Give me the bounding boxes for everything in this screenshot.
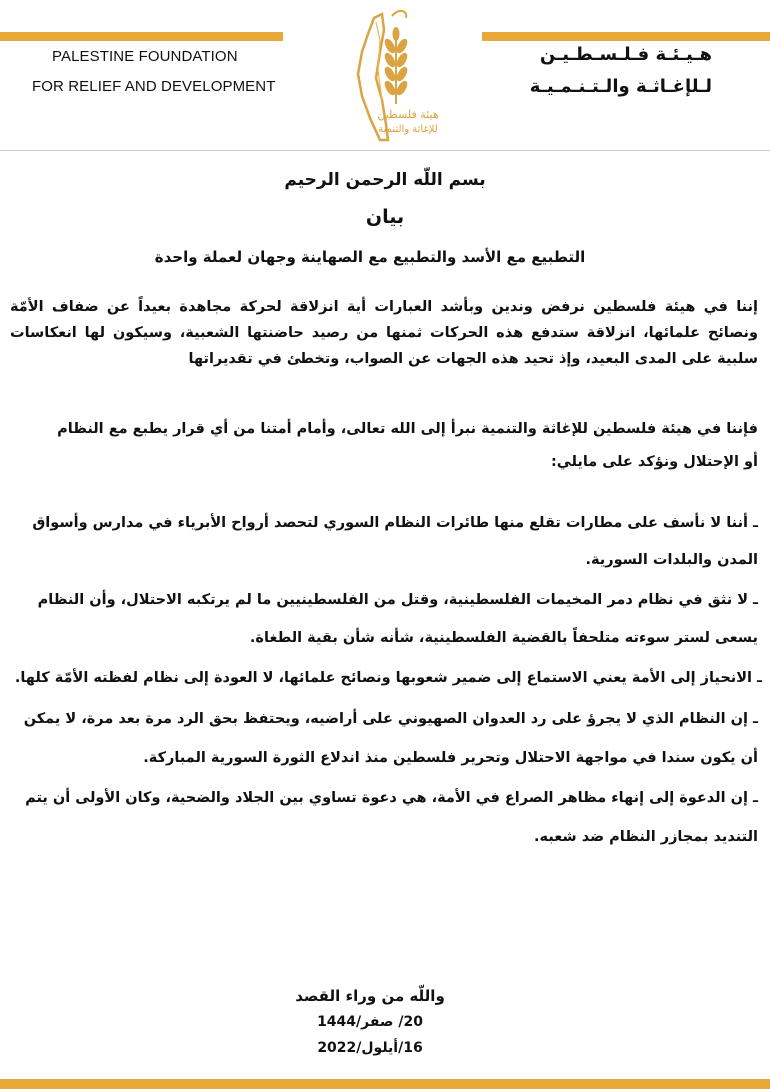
- closing-phrase: واللّه من وراء القصد: [295, 987, 445, 1005]
- bullet-line: التنديد بمجازر النظام ضد شعبه.: [534, 829, 758, 845]
- org-name-en-line1: PALESTINE FOUNDATION: [52, 48, 238, 65]
- paragraph-1: [10, 296, 758, 371]
- paragraph-2-line: أو الإحتلال ونؤكد على مايلي:: [550, 454, 758, 470]
- bullet-line: أن يكون سندا في مواجهة الاحتلال وتحرير فلسطين منذ اندلاع الثورة السورية المباركة.: [143, 750, 758, 766]
- date-gregorian: 16/أيلول/2022: [317, 1040, 423, 1056]
- statement-headline: التطبيع مع الأسد والتطبيع مع الصهاينة وجهان لعملة واحدة: [154, 248, 586, 266]
- org-name-ar-line1: هـيـئـة فـلـسـطـيـن: [539, 44, 712, 65]
- paragraph-1-line: سلبية على المدى البعيد، وإذ تحيد هذه الجهات عن الصواب، وتخطئ في تقديراتها: [188, 351, 758, 367]
- bullet-line: ـ لا نثق في نظام دمر المخيمات الفلسطينية، وقتل من الفلسطينيين ما لم يرتكبه الاحتلال، وأن النظام: [37, 592, 758, 608]
- basmala: بسم اللّه الرحمن الرحيم: [284, 170, 486, 190]
- foundation-logo: [322, 0, 462, 145]
- bullet-line: ـ إن الدعوة إلى إنهاء مظاهر الصراع في الأمة، هي دعوة تساوي بين الجلاد والضحية، وكان الأولى أن يتم: [25, 790, 758, 806]
- bullet-line: ـ إن النظام الذي لا يجرؤ على رد العدوان الصهيوني على أراضيه، ويحتفظ بحق الرد مرة بعد مرة، لا يمكن: [23, 711, 758, 727]
- bullet-line: ـ أننا لا نأسف على مطارات تقلع منها طائرات النظام السوري لتحصد أرواح الأبرياء في مدارس وأسواق: [32, 515, 758, 531]
- org-name-en-line2: FOR RELIEF AND DEVELOPMENT: [32, 78, 276, 95]
- footer-accent-bar: [0, 1079, 770, 1089]
- org-name-ar-line2: لـلإغـاثـة والـتـنـمـيـة: [529, 76, 712, 97]
- header-accent-bar-right: [482, 32, 770, 41]
- bullet-line: المدن والبلدات السورية.: [585, 552, 758, 568]
- bullet-line: ـ الانحياز إلى الأمة يعني الاستماع إلى ضمير شعوبها ونصائح علمائها، لا العودة إلى نظام لفظته الأمّة كلها.: [14, 670, 762, 686]
- header-accent-bar-left: [0, 32, 283, 41]
- logo-text-line2: للإغاثة والتنمية: [378, 124, 438, 135]
- paragraph-2-line: فإننا في هيئة فلسطين للإغاثة والتنمية نبرأ إلى الله تعالى، وأمام أمتنا من أي قرار يطبع مع النظام: [57, 421, 758, 437]
- paragraph-1-line: إننا في هيئة فلسطين نرفض وندين وبأشد العبارات أية انزلاقة لحركة مجاهدة بعيداً عن ضفاف الأمّة: [10, 299, 758, 315]
- map-outline-icon: [358, 14, 388, 140]
- logo-text-line1: هيئة فلسطين: [377, 108, 439, 121]
- document-type-title: بيان: [365, 206, 405, 228]
- header-divider: [0, 150, 770, 151]
- bullet-line: يسعى لستر سوءته متلحفاً بالقضية الفلسطينية، شأنه شأن بقية الطغاة.: [249, 630, 758, 646]
- date-hijri: 20/ صفر/1444: [317, 1014, 423, 1030]
- paragraph-1-line: ونصائح علمائها، انزلاقة ستدفع هذه الحركات ثمنها من رصيد حاضنتها الشعبية، وسيكون لها انعكاسات: [10, 325, 758, 341]
